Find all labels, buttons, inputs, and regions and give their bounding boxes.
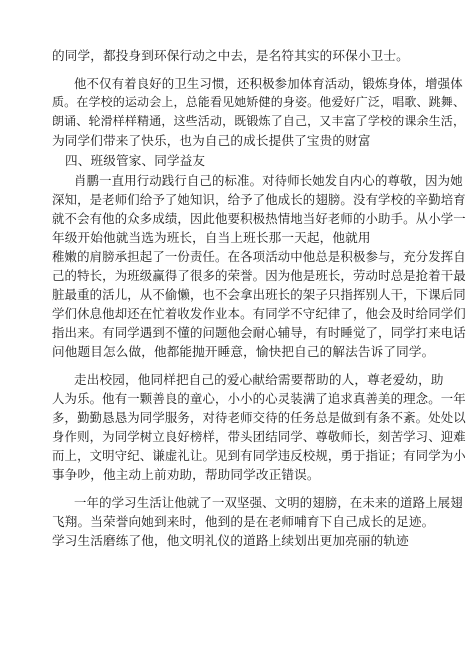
text-line: 走出校园，他同样把自己的爱心献给需要帮助的人，尊老爱幼，助 — [74, 372, 444, 387]
text-line: 问他题目怎么做，他都能抛开睡意，愉快把自己的解法告诉了同学。 — [52, 344, 435, 359]
text-line: 身作则，为同学树立良好榜样，带头团结同学、尊敬师长，刻苦学习、迎难 — [52, 429, 466, 444]
text-line: 肖鹏一直用行动践行自己的标准。对待师长她发自内心的尊敬，因为她 — [74, 173, 463, 188]
text-line: 学们休息他却还在忙着收发作业本。有同学不守纪律了，他会及时给同学们 — [52, 306, 466, 321]
text-line: 质。在学校的运动会上，总能看见她矫健的身姿。他爱好广泛，唱歌、跳舞、 — [52, 95, 466, 109]
text-line: 事争吵，他主动上前劝助，帮助同学改正错误。 — [52, 467, 320, 482]
text-line: 就不会有他的众多成绩，因此他要积极热情地当好老师的小助手。从小学一 — [52, 211, 466, 226]
text-line: 年级开始他就当选为班长，自当上班长那一天起，他就用 — [52, 230, 371, 245]
text-line: 的同学，都投身到环保行动之中去，是名符其实的环保小卫士。 — [52, 48, 409, 63]
text-line: 朗诵、轮滑样样精通，这些活动，既锻炼了自己，又丰富了学校的课余生活， — [52, 114, 466, 128]
text-line: 一年的学习生活让他就了一双坚强、文明的翅膀，在未来的道路上展翅 — [74, 495, 463, 510]
text-line: 他不仅有着良好的卫生习惯，还积极参加体育活动，锻炼身体，增强体 — [74, 76, 463, 91]
text-line: 而上，文明守纪、谦虚礼让。见到有同学违反校规，勇于指证；有同学为小 — [52, 448, 466, 463]
text-line: 指出来。有同学遇到不懂的问题他会耐心辅导，有时睡觉了，同学打来电话 — [52, 325, 466, 340]
text-line: 稚嫩的肩膀承担起了一份责任。在各项活动中他总是积极参与，充分发挥自 — [52, 249, 466, 264]
text-line: 为同学们带来了快乐，也为自己的成长提供了宝贵的财富 — [52, 133, 371, 148]
text-line: 飞翔。当荣誉向她到来时，他到的是在老师哺育下自己成长的足迹。 — [52, 514, 435, 529]
text-line: 多，勤勤恳恳为同学服务，对待老师交待的任务总是做到有条不紊。处处以 — [52, 410, 466, 425]
section-heading: 四、班级管家、同学益友 — [65, 153, 206, 168]
text-line: 深知，是老师们给予了她知识，给予了他成长的翅膀。没有学校的辛勤培育 — [52, 192, 466, 207]
text-line: 人为乐。他有一颗善良的童心，小小的心灵装满了追求真善美的理念。一年 — [52, 391, 466, 406]
text-line: 己的特长，为班级赢得了很多的荣誉。因为他是班长，劳动时总是抢着干最 — [52, 268, 466, 283]
text-line: 学习生活磨练了他，他文明礼仪的道路上续划出更加亮丽的轨迹 — [52, 533, 409, 548]
text-line: 脏最重的活儿，从不偷懒，也不会拿出班长的架子只指挥别人干，下课后同 — [52, 287, 466, 302]
